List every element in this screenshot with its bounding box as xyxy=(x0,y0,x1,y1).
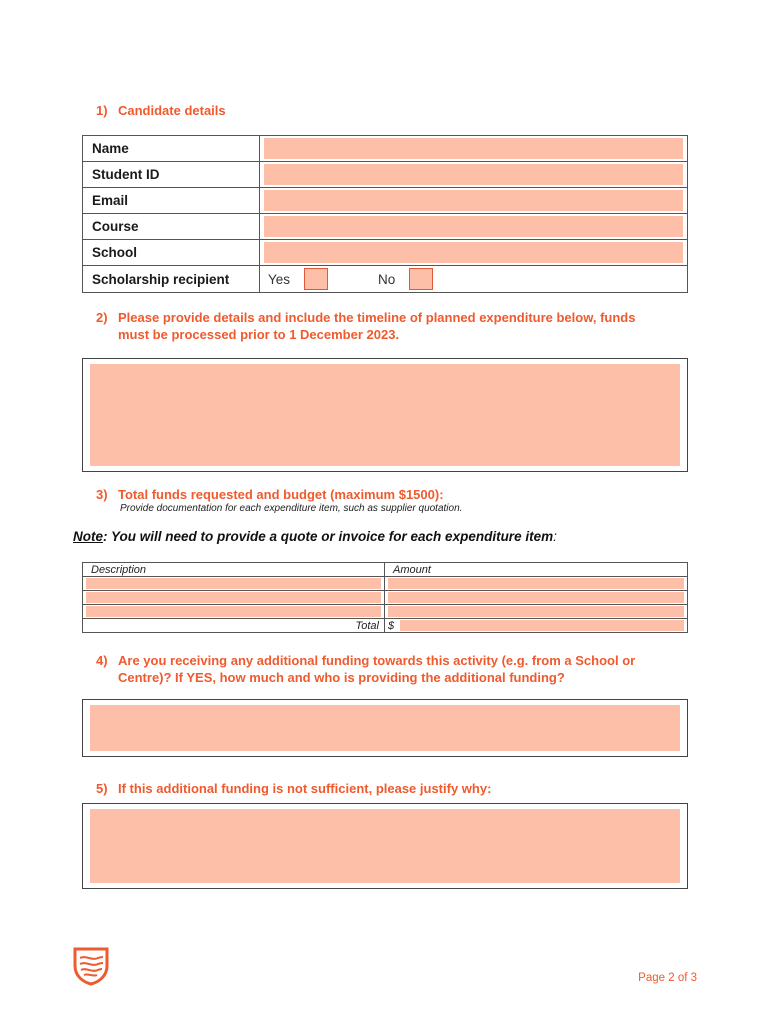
note-end: : xyxy=(553,529,557,544)
section-4-heading xyxy=(96,652,635,686)
school-row xyxy=(83,240,688,266)
student-id-label: Student ID xyxy=(83,162,260,188)
scholarship-label: Scholarship recipient xyxy=(83,266,260,293)
note-word: Note xyxy=(73,529,103,544)
description-field-3[interactable] xyxy=(86,606,381,617)
course-label: Course xyxy=(83,214,260,240)
table-row xyxy=(83,605,688,619)
name-field[interactable] xyxy=(264,138,683,159)
email-row xyxy=(83,188,688,214)
page-number: Page 2 of 3 xyxy=(638,972,697,984)
section-3-heading xyxy=(96,486,444,503)
amount-header: Amount xyxy=(385,563,688,577)
course-field[interactable] xyxy=(264,216,683,237)
quote-note xyxy=(73,529,557,544)
course-row xyxy=(83,214,688,240)
expenditure-table xyxy=(82,562,688,633)
section-3-number: 3) xyxy=(96,487,108,502)
description-field-1[interactable] xyxy=(86,578,381,589)
name-row xyxy=(83,136,688,162)
section-5-title: If this additional funding is not sufficient, please justify why: xyxy=(118,781,492,796)
email-label: Email xyxy=(83,188,260,214)
section-1-heading xyxy=(96,102,226,119)
amount-field-2[interactable] xyxy=(388,592,684,603)
student-id-field[interactable] xyxy=(264,164,683,185)
justification-box xyxy=(82,803,688,889)
total-row xyxy=(83,619,688,633)
expenditure-details-box xyxy=(82,358,688,472)
school-label: School xyxy=(83,240,260,266)
table-row xyxy=(83,577,688,591)
section-2-line2: must be processed prior to 1 December 2023. xyxy=(118,327,400,342)
student-id-row xyxy=(83,162,688,188)
school-field[interactable] xyxy=(264,242,683,263)
yes-label: Yes xyxy=(268,271,291,287)
section-4-line2: Centre)? If YES, how much and who is providing the additional funding? xyxy=(118,670,565,685)
expenditure-header-row xyxy=(83,563,688,577)
total-label: Total xyxy=(83,619,385,633)
section-1-number: 1) xyxy=(96,103,108,118)
no-checkbox[interactable] xyxy=(409,268,433,290)
description-field-2[interactable] xyxy=(86,592,381,603)
scholarship-row xyxy=(83,266,688,293)
justification-field[interactable] xyxy=(90,809,680,883)
total-amount-field[interactable] xyxy=(400,620,684,631)
university-crest-icon xyxy=(72,946,110,986)
note-text: : You will need to provide a quote or invoice for each expenditure item xyxy=(103,529,554,544)
section-1-title: Candidate details xyxy=(118,103,226,118)
additional-funding-field[interactable] xyxy=(90,705,680,751)
amount-field-1[interactable] xyxy=(388,578,684,589)
yes-checkbox[interactable] xyxy=(304,268,328,290)
scholarship-options xyxy=(268,268,683,290)
section-4-line1: Are you receiving any additional funding towards this activity (e.g. from a School or xyxy=(118,653,636,668)
section-5-heading xyxy=(96,780,491,797)
candidate-details-table xyxy=(82,135,688,293)
email-field[interactable] xyxy=(264,190,683,211)
section-3-title: Total funds requested and budget (maximum $1500): xyxy=(118,487,444,502)
section-2-line1: Please provide details and include the timeline of planned expenditure below, funds xyxy=(118,310,636,325)
table-row xyxy=(83,591,688,605)
section-2-heading xyxy=(96,309,635,343)
expenditure-details-field[interactable] xyxy=(90,364,680,466)
section-4-number: 4) xyxy=(96,653,108,668)
name-label: Name xyxy=(83,136,260,162)
section-5-number: 5) xyxy=(96,781,108,796)
section-2-number: 2) xyxy=(96,310,108,325)
no-label: No xyxy=(378,271,396,287)
amount-field-3[interactable] xyxy=(388,606,684,617)
additional-funding-box xyxy=(82,699,688,757)
currency-symbol: $ xyxy=(388,619,395,632)
description-header: Description xyxy=(83,563,385,577)
section-3-subnote: Provide documentation for each expenditure item, such as supplier quotation. xyxy=(120,503,463,514)
